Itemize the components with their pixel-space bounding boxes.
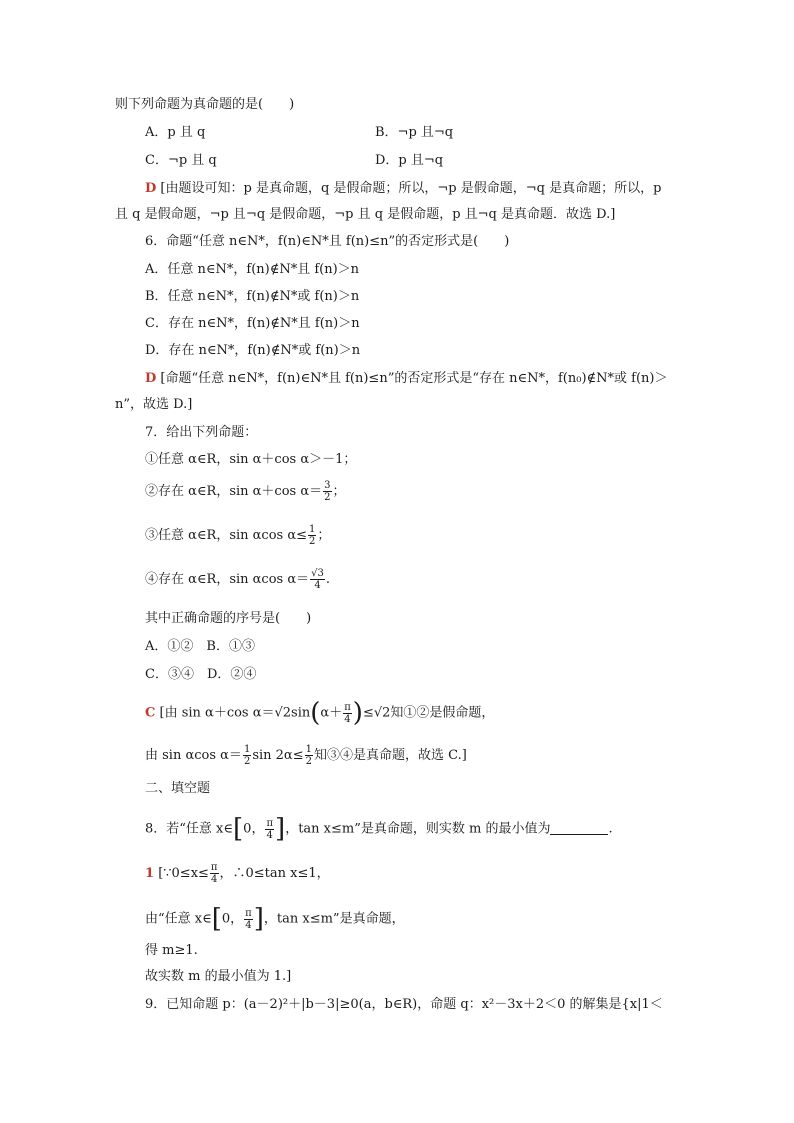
q7-p2-denominator: 2 bbox=[324, 492, 331, 503]
q7-solution-line1 bbox=[145, 700, 494, 726]
q5-option-b: B．¬p 且¬q bbox=[375, 125, 454, 140]
q8-sol1-end: ，∴0≤tan x≤1， bbox=[219, 866, 330, 881]
q6-solution-line1 bbox=[145, 370, 668, 388]
answer-blank bbox=[550, 834, 608, 835]
q6-option-b: B．任意 n∈N*，f(n)∉N*或 f(n)＞n bbox=[145, 289, 360, 304]
q8-sol2-mid: 0， bbox=[221, 911, 244, 927]
q7-sol1-numerator: π bbox=[344, 701, 351, 713]
q7-p3-denominator: 2 bbox=[309, 536, 316, 547]
q7-sol1-fraction bbox=[343, 702, 352, 725]
q8-solution-line1 bbox=[145, 862, 330, 885]
q5-stem: 则下列命题为真命题的是( ) bbox=[115, 97, 295, 112]
q7-proposition-3 bbox=[145, 524, 330, 547]
q7-p3-end: ； bbox=[317, 528, 331, 543]
q7-sol2-numerator2: 1 bbox=[305, 744, 312, 755]
q8-solution-line2 bbox=[145, 906, 405, 932]
q5-solution-line2: 且 q 是假命题，¬p 且¬q 是假命题，¬p 且 q 是假命题，p 且¬q 是真命题．故选 D.] bbox=[115, 207, 616, 222]
q6-stem: 6．命题“任意 n∈N*，f(n)∈N*且 f(n)≤n”的否定形式是( ) bbox=[145, 234, 510, 249]
q8-sol2-end: ，tan x≤m”是真命题， bbox=[263, 911, 405, 927]
q7-p2-fraction bbox=[323, 480, 331, 503]
q7-options-ab: A．①② B．①③ bbox=[145, 639, 255, 654]
q5-option-d: D．p 且¬q bbox=[375, 153, 444, 168]
q6-option-c: C．存在 n∈N*，f(n)∉N*且 f(n)＞n bbox=[145, 316, 360, 331]
q8-stem-numerator: π bbox=[266, 817, 274, 829]
q8-stem-mid: 0， bbox=[243, 821, 265, 837]
q7-p3-numerator: 1 bbox=[309, 524, 316, 535]
q8-stem-fraction bbox=[265, 818, 274, 841]
q8-sol2-fraction bbox=[244, 908, 253, 931]
q8-stem-denominator: 4 bbox=[266, 829, 273, 841]
q7-proposition-1: ①任意 α∈R，sin α＋cos α＞－1； bbox=[145, 452, 357, 467]
q7-proposition-4 bbox=[145, 568, 330, 591]
left-bracket-icon: [ bbox=[211, 904, 222, 934]
q7-p2-text: ②存在 α∈R，sin α＋cos α＝ bbox=[145, 484, 323, 499]
q7-sol2-fraction2 bbox=[305, 744, 313, 767]
right-bracket-icon: ] bbox=[253, 904, 264, 934]
q6-option-d: D．存在 n∈N*，f(n)∉N*或 f(n)＞n bbox=[145, 343, 361, 358]
q5-option-a: A．p 且 q bbox=[145, 125, 206, 140]
q8-sol1-denominator: 4 bbox=[211, 874, 218, 885]
q8-solution-line4: 故实数 m 的最小值为 1.] bbox=[145, 969, 292, 984]
q7-sol2-denominator1: 2 bbox=[243, 756, 251, 767]
q5-solution-line1 bbox=[145, 180, 661, 198]
q8-stem-text: 8．若“任意 x∈ bbox=[145, 821, 234, 837]
q8-solution-line3: 得 m≥1. bbox=[145, 943, 198, 958]
right-paren-icon: ) bbox=[352, 698, 363, 728]
left-bracket-icon: [ bbox=[233, 814, 244, 844]
section-heading: 二、填空题 bbox=[145, 781, 211, 796]
q8-stem bbox=[145, 816, 613, 842]
q7-p4-numerator: √3 bbox=[311, 568, 324, 579]
q8-sol1-fraction bbox=[210, 862, 219, 885]
q7-sol1-mid: α＋ bbox=[320, 705, 343, 721]
q6-solution-text1: [命题“任意 n∈N*，f(n)∈N*且 f(n)≤n”的否定形式是“存在 n∈N*，f(n₀)∉N*或 f(n)＞ bbox=[160, 371, 668, 386]
q7-sol2-end: 知③④是真命题，故选 C.] bbox=[313, 748, 467, 763]
q7-sol2-fraction1 bbox=[243, 744, 251, 767]
q7-proposition-2 bbox=[145, 480, 346, 503]
q7-sol2-text: 由 sin αcos α＝ bbox=[145, 748, 242, 763]
right-bracket-icon: ] bbox=[275, 814, 286, 844]
q6-option-a: A．任意 n∈N*，f(n)∉N*且 f(n)＞n bbox=[145, 262, 360, 277]
q7-ask: 其中正确命题的序号是( ) bbox=[145, 611, 312, 626]
q7-solution-line2 bbox=[145, 744, 467, 767]
q7-answer: C bbox=[145, 705, 156, 721]
q6-solution-line2: n”，故选 D.] bbox=[115, 397, 193, 412]
q7-p2-end: ； bbox=[332, 484, 346, 499]
q7-p4-fraction bbox=[310, 568, 325, 591]
q8-sol2-denominator: 4 bbox=[245, 919, 252, 931]
q7-sol2-mid: sin 2α≤ bbox=[252, 748, 304, 763]
q7-p3-fraction bbox=[308, 524, 316, 547]
q8-stem-end: . bbox=[608, 821, 613, 837]
q7-sol2-denominator2: 2 bbox=[305, 756, 312, 767]
q8-stem-rest: ，tan x≤m”是真命题，则实数 m 的最小值为 bbox=[285, 821, 551, 837]
q6-answer: D bbox=[145, 371, 157, 386]
left-paren-icon: ( bbox=[310, 698, 321, 728]
q5-answer: D bbox=[145, 181, 157, 196]
q8-answer: 1 bbox=[145, 866, 155, 881]
q8-sol2-numerator: π bbox=[245, 907, 252, 919]
q5-solution-text1: [由题设可知：p 是真命题，q 是假命题；所以，¬p 是假命题，¬q 是真命题；所以，p bbox=[160, 181, 662, 196]
q7-sol2-numerator1: 1 bbox=[243, 744, 251, 755]
q7-p3-text: ③任意 α∈R，sin αcos α≤ bbox=[145, 528, 308, 543]
q7-p2-numerator: 3 bbox=[324, 480, 331, 491]
q9-stem: 9．已知命题 p：(a－2)²＋|b－3|≥0(a，b∈R)，命题 q：x²－3x＋2＜0 的解集是{x|1＜ bbox=[145, 997, 663, 1012]
q7-p4-text: ④存在 α∈R，sin αcos α＝ bbox=[145, 572, 310, 587]
q7-sol1-end: ≤√2知①②是假命题， bbox=[362, 705, 495, 721]
q7-sol1-denominator: 4 bbox=[344, 713, 351, 725]
q8-sol2-text: 由“任意 x∈ bbox=[145, 911, 212, 927]
q8-sol1-text: [∵0≤x≤ bbox=[158, 866, 209, 881]
q7-p4-denominator: 4 bbox=[314, 580, 321, 591]
q8-sol1-numerator: π bbox=[210, 862, 218, 873]
q7-options-cd: C．③④ D．②④ bbox=[145, 667, 257, 682]
q5-option-c: C．¬p 且 q bbox=[145, 153, 217, 168]
q7-stem: 7．给出下列命题： bbox=[145, 425, 258, 440]
q7-p4-end: . bbox=[325, 572, 331, 587]
q7-sol1-text: [由 sin α＋cos α＝√2sin bbox=[159, 705, 311, 721]
